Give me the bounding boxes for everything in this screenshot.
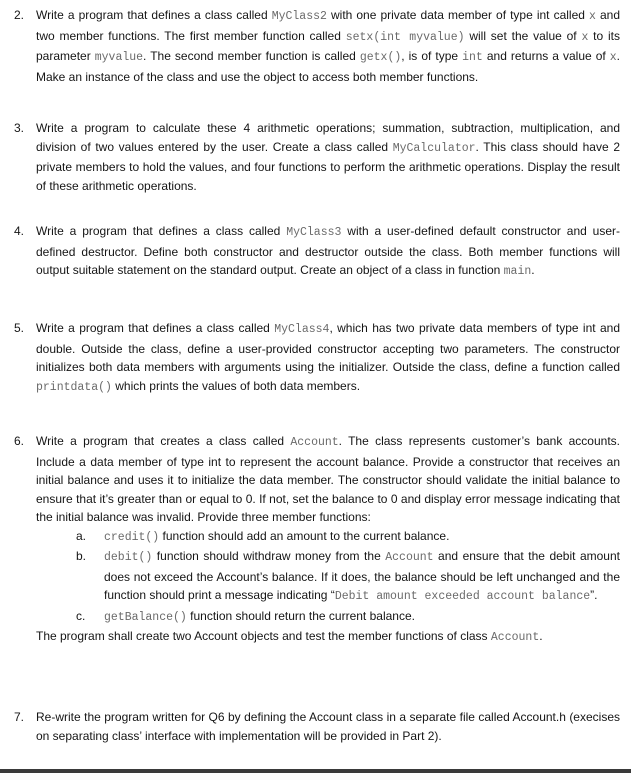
- sub-item-text: [104, 609, 415, 623]
- question-text: [36, 708, 620, 745]
- question-number: 4.: [14, 224, 25, 238]
- sub-item-text: [104, 549, 620, 602]
- question-text: [36, 222, 620, 282]
- question-text: [36, 6, 620, 86]
- text-run: .: [539, 629, 543, 643]
- code-term: int: [462, 51, 483, 64]
- code-term: Account: [490, 631, 540, 644]
- code-term: MyClass4: [274, 323, 330, 336]
- code-term: x: [609, 51, 617, 64]
- text-run: will set the value of: [464, 28, 582, 43]
- text-run: . Make an instance of the class and use the object to access both member functions.: [36, 49, 621, 84]
- question-6: [14, 432, 620, 648]
- sub-item-label: a.: [76, 528, 87, 543]
- text-run: function should add an amount to the current balance.: [159, 528, 450, 543]
- code-term: credit(): [104, 530, 160, 544]
- code-term: Debit amount exceeded account balance: [334, 590, 591, 603]
- question-number: 3.: [14, 121, 25, 135]
- code-term: Account: [290, 436, 339, 449]
- question-closing-paragraph: [36, 627, 620, 648]
- question-paragraph: [36, 319, 620, 397]
- text-run: with one private data member of type int called: [326, 8, 589, 22]
- sub-item-c: [76, 607, 620, 628]
- bottom-edge-bar: [0, 769, 631, 773]
- sub-item-list: [76, 527, 620, 628]
- text-run: . The class represents customer’s bank accounts. Include a data member of type int to represent the account balance. Provide a constructor that receives an initial balance and uses it to initialize the data member. The constructor should validate the initial balance to ensure that it’s greater than or equal to 0. If not, set the balance to 0 and display error message indicating that the initial balance was invalid. Provide three member functions:: [36, 434, 620, 524]
- question-5: [14, 319, 620, 397]
- text-run: function should withdraw money from the: [152, 549, 386, 563]
- text-run: , which has two private data members of type int and double. Outside the class, define a user-provided constructor accepting two parameters. The constructor initializes both data members with arguments using the initializer. Outside the class, define a function called: [36, 321, 620, 374]
- question-paragraph: [36, 6, 620, 86]
- code-term: MyCalculator: [392, 141, 476, 155]
- sub-item-b: [76, 547, 620, 607]
- sub-item-text: [104, 529, 449, 543]
- text-run: , is of type: [401, 49, 463, 63]
- question-2: [14, 6, 620, 86]
- code-term: getBalance(): [104, 610, 187, 624]
- text-run: Write a program that defines a class called: [36, 224, 287, 238]
- question-4: [14, 222, 620, 282]
- text-run: Write a program that creates a class called: [36, 434, 291, 448]
- text-run: Write a program to calculate these 4 arithmetic operations; summation, subtraction, multiplication, and division of two values entered by the user. Create a class called: [36, 121, 620, 154]
- question-text: [36, 119, 620, 195]
- question-paragraph: [36, 708, 620, 745]
- question-7: [14, 708, 620, 745]
- text-run: .: [531, 263, 535, 277]
- code-term: setx(int myvalue): [345, 30, 465, 44]
- text-run: . This class should have 2 private members to hold the values, and four functions to perform the arithmetic operations. Display the result of these arithmetic operations.: [36, 139, 620, 193]
- sub-item-a: [76, 527, 620, 548]
- code-term: debit(): [104, 551, 153, 564]
- code-term: Account: [385, 551, 434, 564]
- text-run: which prints the values of both data members.: [111, 378, 361, 393]
- sub-item-label: c.: [76, 608, 86, 623]
- question-text: [36, 432, 620, 648]
- code-term: x: [589, 10, 596, 23]
- code-term: getx(): [359, 51, 402, 64]
- code-term: MyClass3: [286, 226, 342, 239]
- question-paragraph: [36, 432, 620, 527]
- code-term: myvalue: [94, 51, 144, 64]
- text-run: function should return the current balance.: [186, 608, 415, 623]
- question-paragraph: [36, 119, 620, 195]
- code-term: x: [581, 30, 589, 44]
- text-run: and returns a value of: [482, 49, 610, 63]
- text-run: and ensure that the debit amount does not exceed the Account’s balance. If it does, the balance should be left unchanged and the function should print a message indicating “: [104, 549, 620, 602]
- text-run: to its parameter: [36, 28, 620, 63]
- text-run: The program shall create two Account objects and test the member functions of class: [36, 629, 491, 643]
- question-number: 2.: [14, 8, 25, 22]
- question-number: 5.: [14, 321, 25, 335]
- text-run: with a user-defined default constructor and user-defined destructor. Define both constructor and destructor outside the class. Both member functions will output suitable statement on the standard output. Create an object of a class in function: [36, 224, 620, 277]
- code-term: MyClass2: [271, 10, 327, 23]
- text-run: Write a program that defines a class called: [36, 8, 272, 22]
- question-3: [14, 119, 620, 195]
- text-run: . The second member function is called: [143, 49, 360, 63]
- text-run: Write a program that defines a class called: [36, 321, 275, 335]
- question-text: [36, 319, 620, 397]
- question-number: 6.: [14, 434, 25, 448]
- code-term: printdata(): [36, 380, 112, 394]
- question-number: 7.: [14, 710, 25, 724]
- sub-item-label: b.: [76, 549, 87, 563]
- text-run: and two member functions. The first member function called: [36, 8, 620, 43]
- question-paragraph: [36, 222, 620, 282]
- code-term: main: [503, 265, 532, 278]
- text-run: ”.: [590, 588, 598, 602]
- text-run: Re-write the program written for Q6 by defining the Account class in a separate file called Account.h (execises on separating class’ interface with implementation will be provided in Part 2).: [36, 710, 620, 743]
